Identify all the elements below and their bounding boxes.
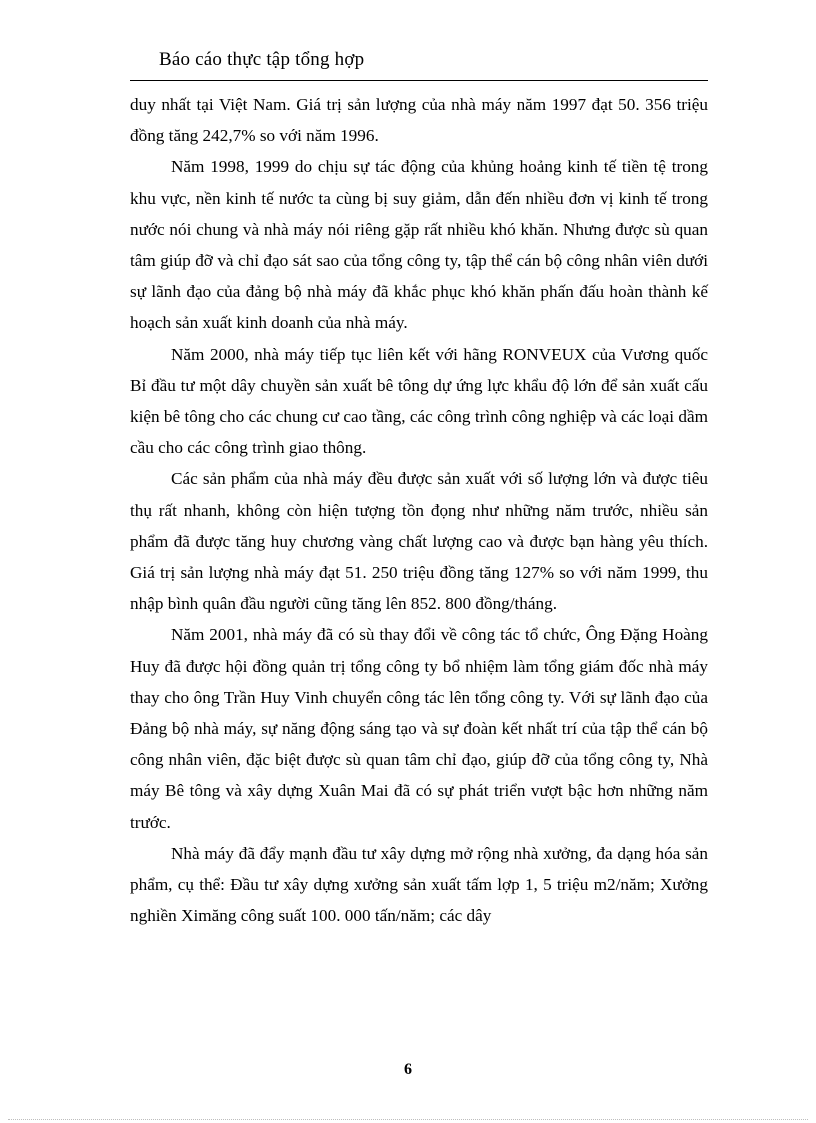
body-text [130,89,708,931]
page-number: 6 [404,1061,412,1078]
paragraph-continuation: duy nhất tại Việt Nam. Giá trị sản lượng của nhà máy năm 1997 đạt 50. 356 triệu đồng tăng 242,7% so với năm 1996. [130,95,708,146]
page-header: Báo cáo thực tập tổng hợp [159,49,365,70]
paragraph: Nhà máy đã đẩy mạnh đầu tư xây dựng mở rộng nhà xưởng, đa dạng hóa sản phẩm, cụ thể: Đầu tư xây dựng xưởng sản xuất tấm lợp 1, 5 triệu m2/năm; Xưởng nghiền Ximăng công suất 100. 000 tấn/năm; các dây [130,843,708,926]
paragraph: Năm 2001, nhà máy đã có sù thay đổi về công tác tổ chức, Ông Đặng Hoàng Huy đã được hội đồng quản trị tổng công ty bổ nhiệm làm tổng giám đốc nhà máy thay cho ông Trần Huy Vinh chuyển công tác lên tổng công ty. Với sự lãnh đạo của Đảng bộ nhà máy, sự năng động sáng tạo và sự đoàn kết nhất trí của tập thể cán bộ công nhân viên, đặc biệt được sù quan tâm chỉ đạo, giúp đỡ của tổng công ty, Nhà máy Bê tông và xây dựng Xuân Mai đã có sự phát triển vượt bậc hơn những năm trước. [130,625,708,832]
paragraph: Năm 1998, 1999 do chịu sự tác động của khủng hoảng kinh tế tiền tệ trong khu vực, nền kinh tế nước ta cùng bị suy giảm, dẫn đến nhiều đơn vị kinh tế trong nước nói chung và nhà máy nói riêng gặp rất nhiều khó khăn. Nhưng được sù quan tâm giúp đỡ và chỉ đạo sát sao của tổng công ty, tập thể cán bộ công nhân viên dưới sự lãnh đạo của đảng bộ nhà máy đã khắc phục khó khăn phấn đấu hoàn thành kế hoạch sản xuất kinh doanh của nhà máy. [130,157,708,333]
paragraph: Các sản phẩm của nhà máy đều được sản xuất với số lượng lớn và được tiêu thụ rất nhanh, không còn hiện tượng tồn đọng như những năm trước, nhiều sản phẩm đã được tăng huy chương vàng chất lượng cao và được bạn hàng yêu thích. Giá trị sản lượng nhà máy đạt 51. 250 triệu đồng tăng 127% so với năm 1999, thu nhập bình quân đầu người cũng tăng lên 852. 800 đồng/tháng. [130,469,708,614]
header-rule [130,80,708,81]
page-bottom-border [8,1119,808,1120]
paragraph: Năm 2000, nhà máy tiếp tục liên kết với hãng RONVEUX của Vương quốc Bỉ đầu tư một dây chuyền sản xuất bê tông dự ứng lực khẩu độ lớn để sản xuất cấu kiện bê tông cho các chung cư cao tầng, các công trình công nghiệp và các loại dầm cầu cho các công trình giao thông. [130,344,708,458]
